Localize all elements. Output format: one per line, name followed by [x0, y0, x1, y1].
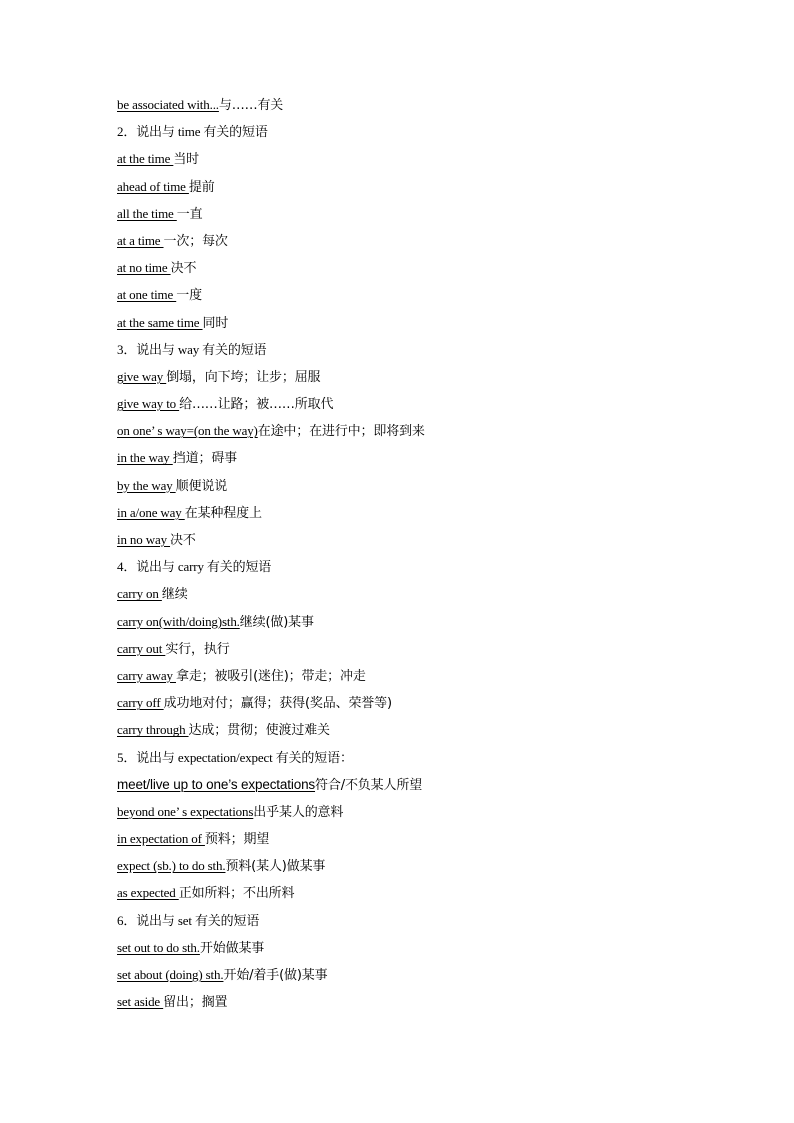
phrase-meaning: 拿走；被吸引(迷住)；带走；冲走	[175, 668, 366, 684]
phrase-text: carry on	[117, 586, 162, 602]
section-heading: 6．说出与 set 有关的短语	[117, 912, 260, 928]
phrase-meaning: 开始做某事	[199, 940, 265, 956]
phrase-text: in a/one way	[117, 504, 185, 520]
phrase-entry	[117, 718, 717, 745]
phrase-entry	[117, 283, 717, 310]
phrase-meaning: 预料(某人)做某事	[225, 859, 326, 875]
phrase-meaning: 一直	[176, 206, 203, 222]
phrase-text: expect (sb.) to do sth.	[117, 858, 226, 874]
phrase-text: meet/live up to one’s expectations	[117, 776, 316, 792]
phrase-text: all the time	[117, 205, 177, 221]
phrase-entry	[117, 854, 717, 881]
phrase-meaning: 提前	[188, 179, 215, 195]
phrase-text: by the way	[117, 477, 176, 493]
phrase-meaning: 决不	[170, 261, 197, 277]
phrase-meaning: 在途中；在进行中；即将到来	[257, 424, 425, 440]
phrase-entry	[117, 827, 717, 854]
phrase-entry	[117, 256, 717, 283]
phrase-text: carry on(with/doing)sth.	[117, 613, 240, 629]
phrase-text: in expectation of	[117, 831, 205, 847]
phrase-meaning: 倒塌，向下垮；让步；屈服	[166, 369, 321, 385]
phrase-text: at the time	[117, 151, 174, 167]
phrase-meaning: 继续	[161, 587, 188, 603]
phrase-text: give way to	[117, 396, 180, 412]
phrase-text: give way	[117, 368, 167, 384]
section-heading: 3．说出与 way 有关的短语	[117, 341, 267, 357]
phrase-entry	[117, 582, 717, 609]
phrase-meaning: 达成；贯彻；使渡过难关	[188, 723, 330, 739]
phrase-entry	[117, 419, 717, 446]
phrase-text: at a time	[117, 232, 164, 248]
phrase-text: in the way	[117, 450, 173, 466]
phrase-entry	[117, 175, 717, 202]
phrase-entry	[117, 202, 717, 229]
phrase-meaning: 正如所料；不出所料	[178, 886, 295, 902]
section-heading: 2．说出与 time 有关的短语	[117, 124, 268, 140]
phrase-entry	[117, 773, 717, 800]
phrase-meaning: 与……有关	[218, 98, 284, 113]
phrase-meaning: 出乎某人的意料	[253, 804, 344, 820]
phrase-list	[117, 93, 717, 1017]
phrase-text: at no time	[117, 260, 171, 276]
phrase-entry	[117, 229, 717, 256]
phrase-entry	[117, 311, 717, 338]
phrase-text: carry away	[117, 667, 176, 683]
phrase-text: carry out	[117, 640, 166, 656]
phrase-meaning: 挡道；碍事	[172, 451, 238, 467]
phrase-text: beyond one’ s expectations	[117, 803, 254, 819]
phrase-text: as expected	[117, 885, 179, 901]
phrase-entry	[117, 800, 717, 827]
section-heading: 5．说出与 expectation/expect 有关的短语：	[117, 749, 353, 765]
phrase-meaning: 当时	[173, 152, 200, 168]
phrase-entry	[117, 963, 717, 990]
phrase-meaning: 一次；每次	[163, 233, 228, 249]
phrase-text: ahead of time	[117, 178, 189, 194]
phrase-meaning: 给……让路；被……所取代	[179, 397, 334, 413]
phrase-meaning: 顺便说说	[175, 478, 228, 494]
phrase-text: on one’ s way=(on the way)	[117, 423, 258, 439]
phrase-entry	[117, 610, 717, 637]
phrase-meaning: 成功地对付；赢得；获得(奖品、荣誉等)	[163, 696, 392, 712]
phrase-meaning: 预料；期望	[204, 832, 270, 848]
phrase-entry	[117, 446, 717, 473]
phrase-entry	[117, 147, 717, 174]
phrase-entry	[117, 365, 717, 392]
phrase-entry	[117, 392, 717, 419]
phrase-entry	[117, 990, 717, 1017]
phrase-entry	[117, 93, 717, 120]
phrase-entry	[117, 881, 717, 908]
phrase-entry	[117, 528, 717, 555]
phrase-meaning: 开始/着手(做)某事	[223, 968, 328, 983]
section-heading: 4．说出与 carry 有关的短语	[117, 559, 272, 575]
phrase-meaning: 决不	[170, 533, 196, 548]
phrase-text: set aside	[117, 994, 164, 1010]
phrase-entry	[117, 936, 717, 963]
phrase-text: set about (doing) sth.	[117, 967, 224, 982]
phrase-meaning: 在某种程度上	[184, 505, 262, 521]
phrase-text: set out to do sth.	[117, 939, 200, 955]
phrase-text: at the same time	[117, 314, 203, 330]
phrase-text: at one time	[117, 287, 177, 303]
phrase-entry	[117, 664, 717, 691]
phrase-meaning: 一度	[176, 288, 202, 304]
phrase-meaning: 继续(做)某事	[239, 614, 314, 630]
phrase-meaning: 留出；搁置	[163, 995, 228, 1011]
phrase-entry	[117, 474, 717, 501]
phrase-text: carry off	[117, 695, 164, 711]
phrase-text: carry through	[117, 722, 189, 738]
phrase-entry	[117, 691, 717, 718]
phrase-text: be associated with...	[117, 97, 219, 112]
phrase-meaning: 实行，执行	[165, 641, 230, 657]
phrase-meaning: 同时	[202, 315, 229, 331]
phrase-text: in no way	[117, 532, 171, 547]
phrase-meaning: 符合/不负某人所望	[315, 777, 423, 793]
phrase-entry	[117, 501, 717, 528]
phrase-entry	[117, 637, 717, 664]
